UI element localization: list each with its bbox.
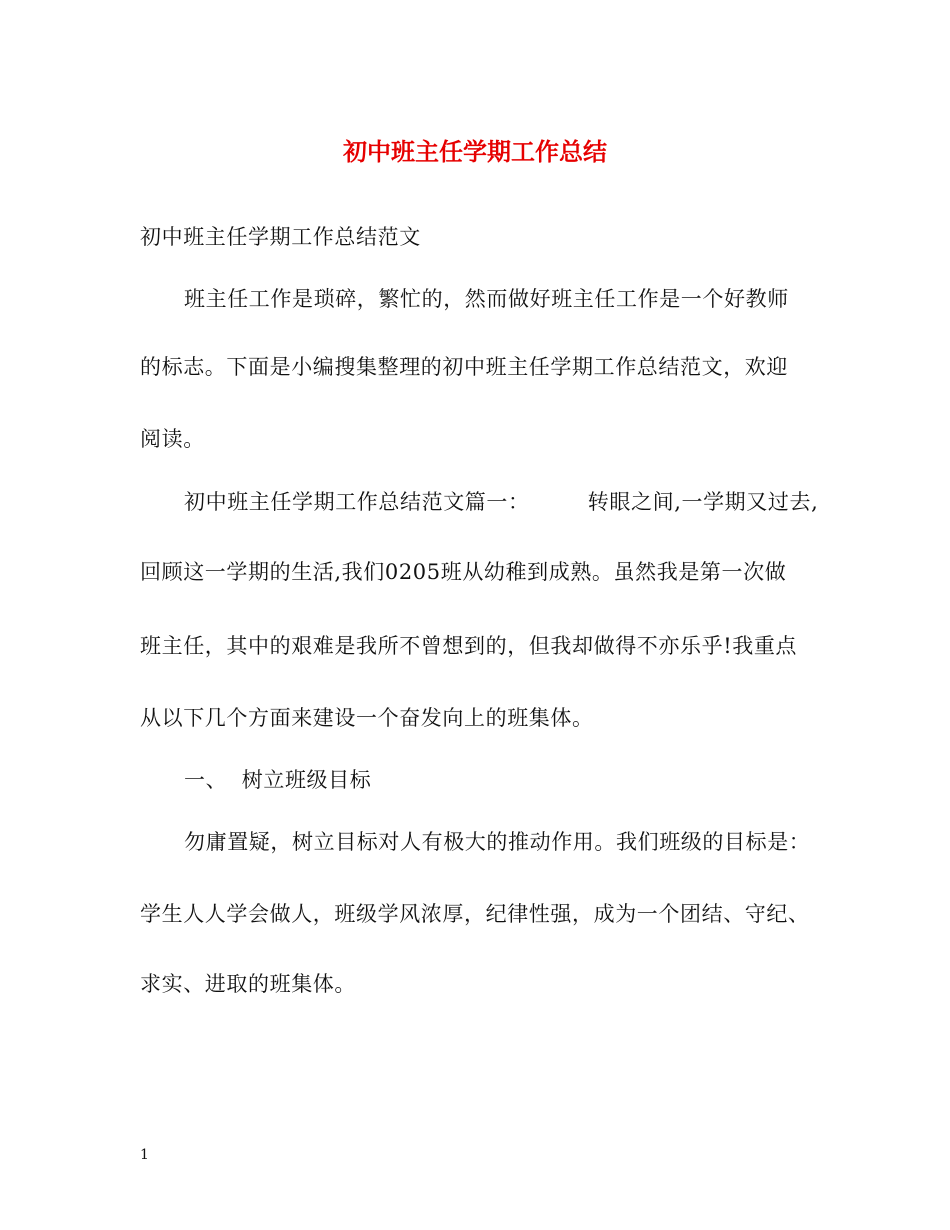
page-number: 1 <box>140 1147 149 1163</box>
paragraph-line: 勿庸置疑，树立目标对人有极大的推动作用。我们班级的目标是： <box>184 830 811 854</box>
document-title: 初中班主任学期工作总结 <box>343 137 607 166</box>
paragraph-line: 从以下几个方面来建设一个奋发向上的班集体。 <box>140 706 594 730</box>
paragraph-line: 阅读。 <box>140 427 205 451</box>
paragraph-line: 初中班主任学期工作总结范文篇一： 转眼之间,一学期又过去, <box>184 490 819 514</box>
subtitle-line: 初中班主任学期工作总结范文 <box>140 225 421 249</box>
paragraph-line: 班主任，其中的艰难是我所不曾想到的，但我却做得不亦乐乎!我重点 <box>140 634 798 658</box>
paragraph-line: 班主任工作是琐碎，繁忙的，然而做好班主任工作是一个好教师 <box>184 287 789 311</box>
paragraph-line: 学生人人学会做人，班级学风浓厚，纪律性强，成为一个团结、守纪、 <box>140 902 810 926</box>
section-heading: 一、 树立班级目标 <box>184 768 372 792</box>
paragraph-line: 的标志。下面是小编搜集整理的初中班主任学期工作总结范文，欢迎 <box>140 355 788 379</box>
paragraph-line: 求实、进取的班集体。 <box>140 972 356 996</box>
paragraph-line: 回顾这一学期的生活,我们0205班从幼稚到成熟。虽然我是第一次做 <box>140 560 787 584</box>
